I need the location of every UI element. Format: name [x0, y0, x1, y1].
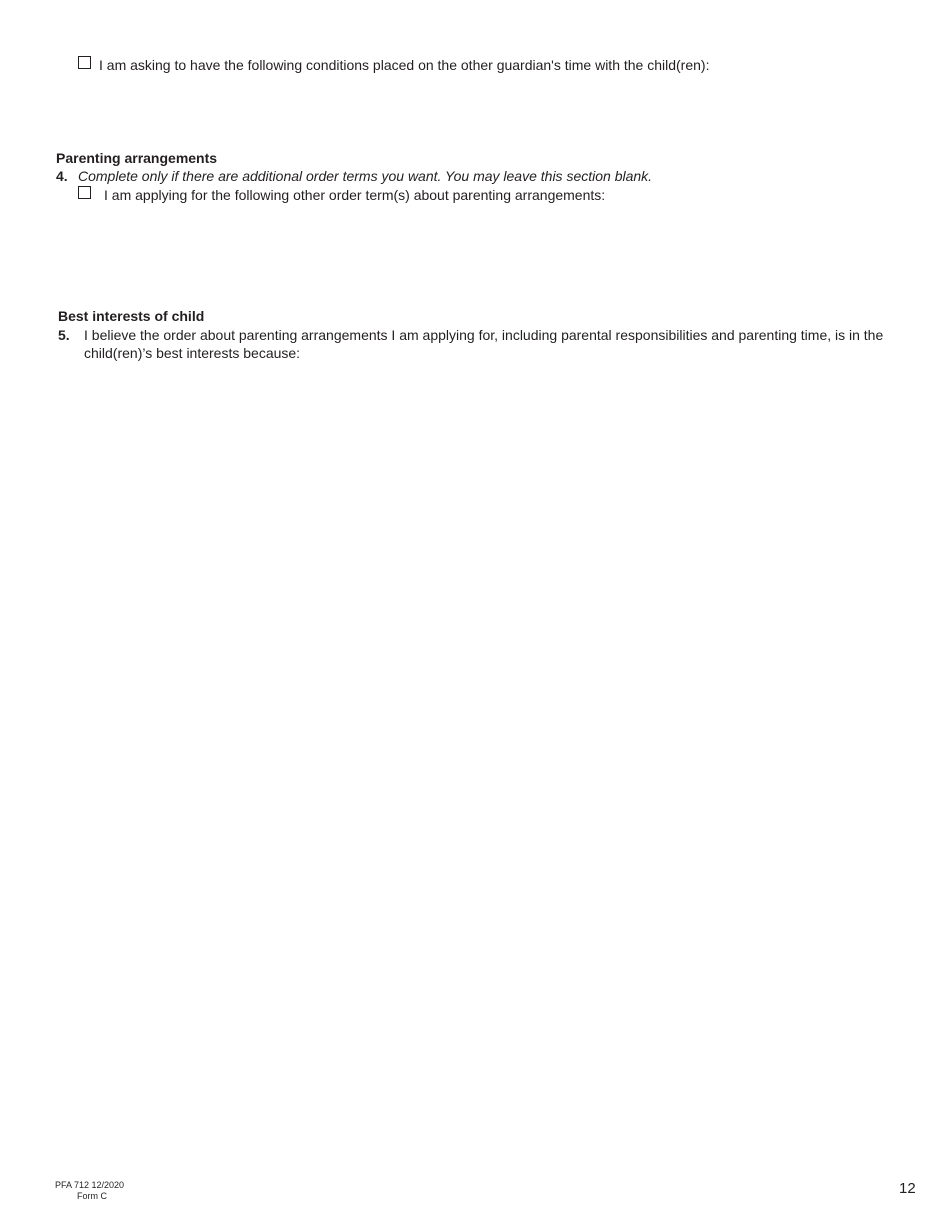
other-order-terms-checkbox[interactable]: [78, 186, 91, 199]
form-name: Form C: [77, 1191, 107, 1201]
item-5-text-line2: child(ren)’s best interests because:: [84, 345, 301, 361]
form-code: PFA 712 12/2020: [55, 1180, 125, 1190]
item-4-number: 4.: [56, 168, 68, 184]
parenting-arrangements-heading: Parenting arrangements: [56, 150, 218, 166]
item-5-text-line1: I believe the order about parenting arrangements I am applying for, including parental responsibilities and parenting time, is in the: [84, 327, 884, 343]
other-order-terms-checkbox-label: I am applying for the following other order term(s) about parenting arrangements:: [104, 187, 606, 203]
item-5-number: 5.: [58, 327, 70, 343]
best-interests-heading: Best interests of child: [58, 308, 205, 324]
conditions-checkbox-label: I am asking to have the following conditions placed on the other guardian's time with the child(ren):: [99, 57, 710, 73]
conditions-checkbox[interactable]: [78, 56, 91, 69]
item-4-instruction: Complete only if there are additional order terms you want. You may leave this section blank.: [78, 168, 653, 184]
page-number: 12: [899, 1180, 916, 1197]
